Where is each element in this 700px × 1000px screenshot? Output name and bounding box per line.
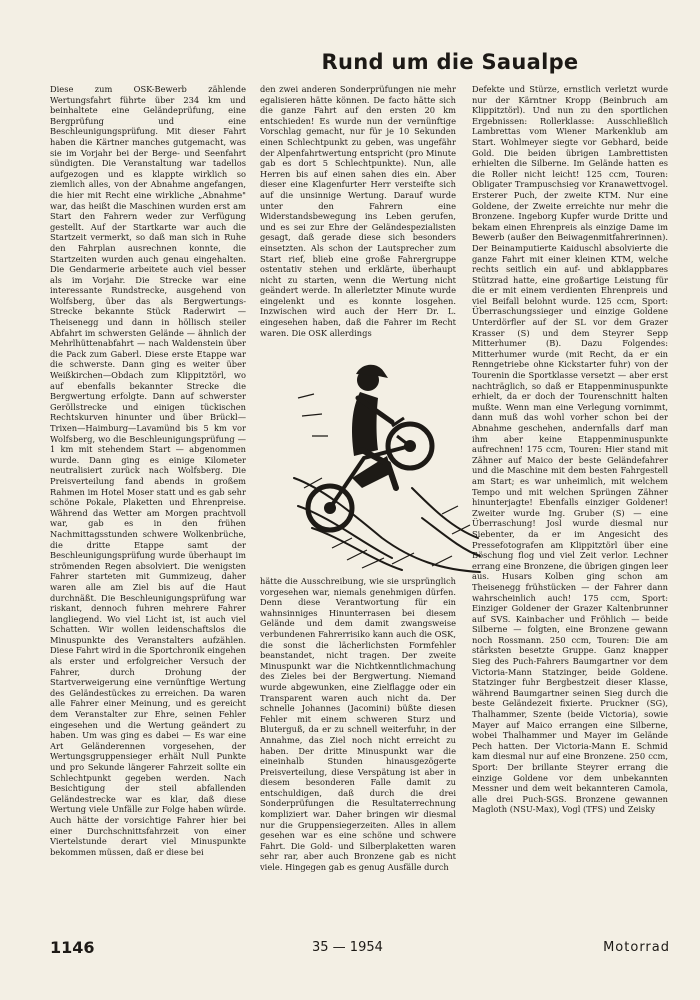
column-2-lower-text: hätte die Ausschreibung, wie sie ursprünglich vorgesehen war, niemals genehmigen dürfen. Denn diese Verantwortung für ein wahnsinniges Hinunterrasen bei diesem Gelände und dem damit zwangsweise verbundenen Fahrerrisiko kann auch die OSK, die sonst die lächerlichsten Formfehler beanstandet, nicht tragen. Der zweite Minuspunkt war die Nichtkenntlichmachung des Zieles bei der Bergwertung. Niemand wurde abgewunken, eine Zielflagge oder ein Transparent waren auch nicht da. Der schnelle Johannes (Jacomini) büßte diesen Fehler mit einem schweren Sturz und Bluterguß, da er zu schnell weiterfuhr, in der Annahme, das Ziel noch nicht erreicht zu haben. Der dritte Minuspunkt war die eineinhalb Stunden hinausgezögerte Preisverteilung, diese Verspätung ist aber in diesem besonderen Falle damit zu entschuldigen, daß durch die drei Sonderprüfungen die Resultaterrechnung kompliziert war. Daher bringen wir diesmal nur die Gruppensiegerzeiten. Alles in allem gesehen war es eine schöne und schwere Fahrt. Die Gold- und Silberplaketten waren sehr rar, aber auch Bronzene gab es nicht viele. Hingegen gab es genug Ausfälle durch — [260, 576, 456, 873]
motorcycle-rider-illustration — [292, 338, 482, 574]
article-column-3 — [472, 84, 668, 924]
article-title: Rund um die Saualpe — [321, 50, 579, 74]
page-footer — [50, 938, 670, 962]
column-2-upper — [260, 84, 456, 342]
column-1-text: Diese zum OSK-Bewerb zählende Wertungsfahrt führte über 234 km und beinhaltete eine Geländeprüfung, eine Bergprüfung und eine Beschleunigungsprüfung. Mit dieser Fahrt haben die Kärtner manches gutgemacht, was sie im Vorjahr bei der Berge- und Seenfahrt sündigten. Die Veranstaltung war tadellos aufgezogen und es klappte wirklich so ziemlich alles, von der Abnahme angefangen, die hier mit Recht eine wirkliche „Abnahme" war, das heißt die Maschinen wurden erst am Start den Fahrern weder zur Verfügung gestellt. Auf der Startkarte war auch die Startzeit vermerkt, so daß man sich in Ruhe den Fahrplan ausrechnen konnte, die Startzeiten wurden auch genau eingehalten. Die Gendarmerie arbeitete auch viel besser als im Vorjahr. Die Strecke war eine interessante Rundstrecke, ausgehend von Wolfsberg, über das als Bergwertungs-Strecke bekannte Stück Raderwirt — Theisenegg und dann in höllisch steiler Abfahrt im schwersten Gelände — ähnlich der Mehrlhüttenabfahrt — nach Waldenstein über die Pack zum Gaberl. Diese erste Etappe war die schwerste. Dann ging es weiter über Weißkirchen—Obdach zum Klippitztörl, wo auf ebenfalls bekannter Strecke die Bergwertung erfolgte. Dann auf schwerster Geröllstrecke und einigen tückischen Rechtskurven hinunter und über Brückl—Trixen—Haimburg—Lavamünd bis 5 km vor Wolfsberg, wo die Beschleunigungsprüfung — 1 km mit stehendem Start — abgenommen wurde. Dann ging es einige Kilometer neutralisiert zurück nach Wolfsberg. Die Preisverteilung fand abends in großem Rahmen im Hotel Moser statt und es gab sehr schöne Pokale, Plaketten und Ehrenpreise. Während das Wetter am Morgen prachtvoll war, gab es in den frühen Nachmittagsstunden schwere Wolkenbrüche, die dritte Etappe samt der Beschleunigungsprüfung wurde überhaupt im strömenden Regen absolviert. Die wenigsten Fahrer starteten mit Gummizeug, daher waren alle am Ziel bis auf die Haut durchnäßt. Die Beschleunigungsprüfung war riskant, dennoch fuhren mehrere Fahrer langliegend. Wo viel Licht ist, ist auch viel Schatten. Wir wollen leidenschaftslos die Minuspunkte des Veranstalters aufzählen. Diese Fahrt wird in die Sportchronik eingehen als erster und erfolgreicher Versuch der Fahrer, durch Drohung der Startverweigerung eine vernünftige Wertung des Geländestückes zu erreichen. Da waren alle Fahrer einer Meinung, und es gereicht dem Veranstalter zur Ehre, seinen Fehler eingesehen und die Wertung geändert zu haben. Um was ging es dabei — Es war eine Art Geländerennen vorgesehen, der Wertungsgruppensieger erhält Null Punkte und pro Sekunde längerer Fahrzeit sollte ein Schlechtpunkt gegeben werden. Nach Besichtigung der steil abfallenden Geländestrecke war es klar, daß diese Wertung viele Unfälle zur Folge haben würde. Auch hätte der vorsichtige Fahrer hier bei einer Durchschnittsfahrzeit von einer Viertelstunde derart viel Minuspunkte bekommen müssen, daß er diese bei — [50, 84, 246, 857]
article-column-1 — [50, 84, 246, 924]
issue-number: 35 — 1954 — [312, 940, 383, 955]
column-2-lower — [260, 576, 456, 924]
page-number: 1146 — [50, 938, 95, 957]
column-2-upper-text: den zwei anderen Sonderprüfungen nie mehr egalisieren hätte können. De facto hätte sich die ganze Fahrt auf den ersten 20 km entschieden! Es wurde nun der vernünftige Vorschlag gemacht, nur für je 10 Sekunden einen Schlechtpunkt zu geben, was ungefähr der Alpenfahrtwertung entspricht (pro Minute gab es dort 5 Schlechtpunkte). Nun, alle Herren bis auf einen sahen dies ein. Aber dieser eine Klagenfurter Herr versteifte sich auf die unsinnige Wertung. Darauf wurde unter den Fahrern eine Widerstandsbewegung ins Leben gerufen, und es sei zur Ehre der Geländespezialisten gesagt, daß gerade diese sich besonders einsetzten. Als schon der Lautsprecher zum Start rief, blieb eine große Fahrergruppe ostentativ stehen und erklärte, überhaupt nicht zu starten, wenn die Wertung nicht geändert werde. In allerletzter Minute wurde eingelenkt und es konnte losgehen. Inzwischen wird auch der Herr Dr. L. eingesehen haben, daß die Fahrer im Recht waren. Die OSK allerdings — [260, 84, 456, 338]
magazine-name: Motorrad — [603, 940, 670, 955]
column-3-text: Defekte und Stürze, ernstlich verletzt wurde nur der Kärntner Kropp (Beinbruch am Klippitztörl). Und nun zu den sportlichen Ergebnissen: Rollerklasse: Ausschließlich Lambrettas vom Wiener Markenklub am Start. Wohlmeyer siegte vor Gebhard, beide Gold. Die beiden übrigen Lambrettisten erhielten die Silberne. Im Gelände hatten es die Roller nicht leicht! 125 ccm, Touren: Obligater Trampuschsieg vor Kranawettvogel. Ersterer Puch, der zweite KTM. Nur eine Goldene, der Zweite erreichte nur mehr die Bronzene. Ingeborg Kupfer wurde Dritte und bekam einen Ehrenpreis als einzige Dame im Bewerb (außer den Beiwagenmitfahrerinnen). Der Beinamputierte Kaiduschl absolvierte die ganze Fahrt mit einer kleinen KTM, welche rechts seitlich ein auf- und abklappbares Stützrad hatte, eine großartige Leistung für die er mit einem verdienten Ehrenpreis und viel Beifall belohnt wurde. 125 ccm, Sport: Überraschungssieger und einzige Goldene Unterdörfler auf der SL vor dem Grazer Krasser (S) und dem Steyrer Sepp Mitterhumer (B). Dazu Folgendes: Mitterhumer wurde (mit Recht, da er ein Renngetriebe ohne Kickstarter fuhr) von der Tourenin die Sportklasse versetzt — aber erst nachträglich, so daß er Etappenminuspunkte erhielt, da er doch der Tourenschnitt halten mußte. Wenn man eine Verlegung vornimmt, dann muß das wohl vorher schon bei der Abnahme geschehen, andernfalls darf man ihm aber keine Etappenminuspunkte aufrechnen! 175 ccm, Touren: Hier stand mit Zähner auf Maico der beste Geländefahrer und die Maschine mit dem besten Fahrgestell am Start; es war unheimlich, mit welchem Tempo und mit welchen Sprüngen Zähner hinunterjagte! Ebenfalls einziger Goldener! Zweiter wurde Ing. Gruber (S) — eine Überraschung! Josl wurde diesmal nur Siebenter, da er im Angesicht des Pressefotografen am Klippitztörl über eine Böschung flog und viel Zeit verlor. Lechner errang eine Bronzene, die übrigen gingen leer aus. Husars Kolben ging schon am Theisenegg frühstücken — der Fahrer dann wahrscheinlich auch! 175 ccm, Sport: Einziger Goldener der Grazer Kaltenbrunner auf SVS. Kainbacher und Fröhlich — beide Silberne — folgten, eine Bronzene gewann noch Rossmann. 250 ccm, Touren: Die am stärksten besetzte Gruppe. Ganz knapper Sieg des Puch-Fahrers Baumgartner vor dem Victoria-Mann Statzinger, beide Goldene. Statzinger fuhr Bergbestzeit dieser Klasse, während Baumgartner seinen Sieg durch die beste Geländezeit fixierte. Pruckner (SG), Thalhammer, Szente (beide Victoria), sowie Mayer auf Maico errangen eine Silberne, wobei Thalhammer und Mayer im Gelände Pech hatten. Der Victoria-Mann E. Schmid kam diesmal nur auf eine Bronzene. 250 ccm, Sport: Der brillante Steyrer errang die einzige Goldene vor dem unbekannten Messner und dem weit bekannteren Camola, alle drei Puch-SGS. Bronzene gewannen Magloth (NSU-Max), Vogl (TFS) und Zeisky — [472, 84, 668, 815]
